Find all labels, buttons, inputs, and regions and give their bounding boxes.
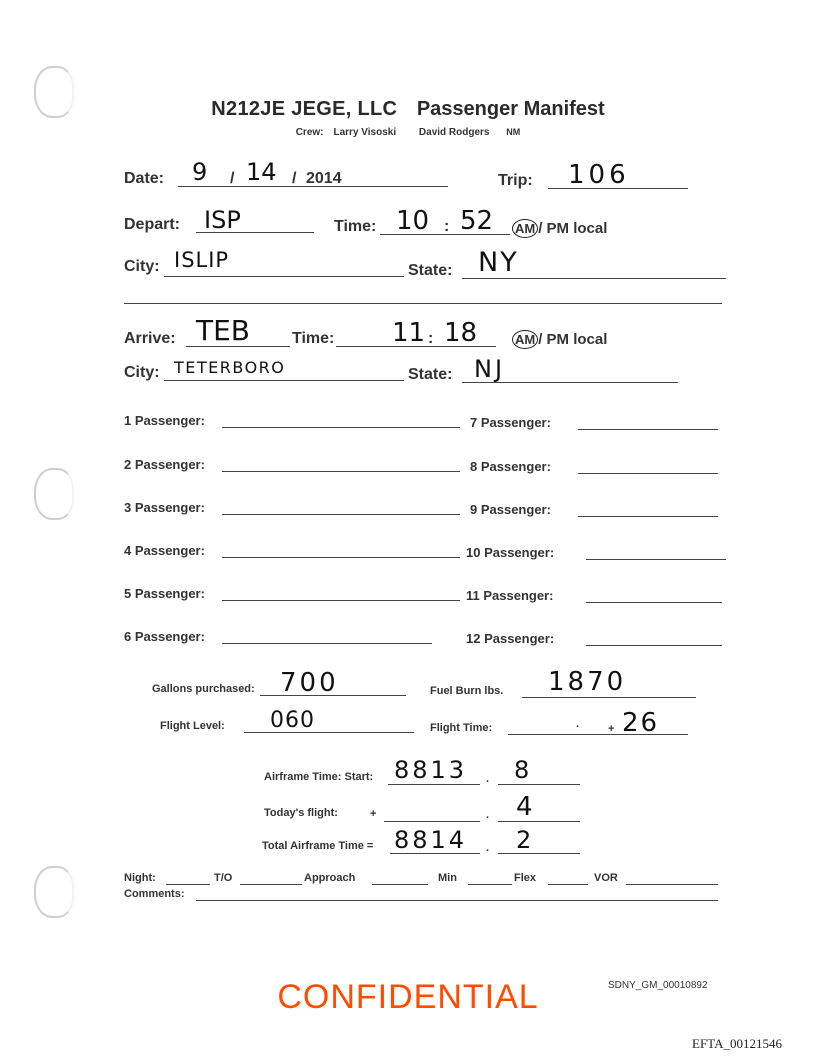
document-title: Passenger Manifest — [416, 98, 605, 120]
depart-label: Depart: — [124, 216, 181, 233]
confidential-stamp: CONFIDENTIAL — [277, 978, 539, 1016]
arrive-ampm — [512, 330, 607, 349]
section-divider — [124, 303, 722, 304]
to-field[interactable] — [240, 884, 302, 885]
total-airframe-label: Total Airframe Time = — [262, 840, 374, 852]
todays-flight-tenth[interactable]: 4 — [516, 792, 533, 822]
punch-hole-middle — [34, 468, 74, 520]
arrive-city-label: City: — [124, 364, 160, 381]
date-separator-2: / — [292, 170, 297, 187]
passenger-7-label: 7 Passenger: — [470, 415, 551, 430]
trip-value[interactable]: 106 — [568, 160, 630, 190]
comments-field[interactable] — [196, 900, 718, 901]
approach-field[interactable] — [372, 884, 428, 885]
passenger-4-label: 4 Passenger: — [124, 543, 205, 558]
depart-time-colon: : — [444, 218, 450, 235]
arrive-code[interactable]: TEB — [196, 314, 251, 347]
crew-line — [0, 127, 816, 138]
date-day[interactable]: 14 — [246, 158, 277, 186]
passenger-11-label: 11 Passenger: — [466, 588, 554, 603]
efta-number: EFTA_00121546 — [692, 1036, 782, 1051]
depart-code[interactable]: ISP — [204, 206, 241, 234]
airframe-start-tenth[interactable]: 8 — [514, 756, 530, 784]
flight-time-separator: . — [576, 718, 580, 730]
passenger-5-field[interactable] — [222, 600, 460, 601]
airframe-start-dot: . — [486, 773, 490, 785]
todays-flight-label: Today's flight: — [264, 807, 338, 819]
fuel-burn-value[interactable]: 1870 — [548, 667, 627, 697]
flight-level-value[interactable]: 060 — [270, 708, 315, 733]
arrive-minute[interactable]: 18 — [444, 318, 478, 348]
passenger-11-field[interactable] — [586, 602, 722, 603]
total-airframe-tenth[interactable]: 2 — [516, 826, 532, 854]
depart-city-label: City: — [124, 258, 160, 275]
page-title — [0, 98, 816, 121]
passenger-9-field[interactable] — [578, 516, 718, 517]
arrive-pm-local: / PM local — [538, 331, 608, 348]
total-airframe-whole[interactable]: 8814 — [394, 826, 468, 854]
passenger-5-label: 5 Passenger: — [124, 586, 205, 601]
passenger-8-label: 8 Passenger: — [470, 459, 551, 474]
min-field[interactable] — [468, 884, 512, 885]
passenger-2-label: 2 Passenger: — [124, 457, 205, 472]
crew-member-1: Larry Visoski — [333, 127, 397, 138]
bates-number: SDNY_GM_00010892 — [608, 980, 708, 991]
flight-time-label: Flight Time: — [430, 722, 493, 734]
passenger-12-label: 12 Passenger: — [466, 631, 555, 646]
passenger-10-label: 10 Passenger: — [466, 545, 555, 560]
arrive-state[interactable]: NJ — [474, 355, 506, 383]
arrive-time-label: Time: — [292, 330, 335, 347]
airframe-start-whole[interactable]: 8813 — [394, 756, 468, 784]
arrive-time-colon: : — [428, 330, 434, 347]
vor-field[interactable] — [626, 884, 718, 885]
date-month[interactable]: 9 — [192, 158, 208, 186]
comments-label: Comments: — [124, 888, 185, 900]
trip-label: Trip: — [498, 172, 533, 189]
passenger-10-field[interactable] — [586, 559, 726, 560]
date-separator-1: / — [230, 170, 235, 187]
passenger-12-field[interactable] — [586, 645, 722, 646]
night-label: Night: — [124, 872, 156, 884]
depart-state[interactable]: NY — [478, 247, 519, 278]
passenger-7-field[interactable] — [578, 429, 718, 430]
approach-label: Approach — [304, 872, 356, 884]
passenger-3-field[interactable] — [222, 514, 460, 515]
todays-flight-plus: + — [370, 808, 377, 820]
flight-time-plus: + — [608, 723, 615, 735]
arrive-city[interactable]: TETERBORO — [174, 358, 286, 377]
to-label: T/O — [214, 872, 233, 884]
flex-label: Flex — [514, 872, 537, 884]
passenger-3-label: 3 Passenger: — [124, 500, 205, 515]
flight-level-label: Flight Level: — [160, 720, 225, 732]
company-name: N212JE JEGE, LLC — [211, 98, 398, 120]
passenger-4-field[interactable] — [222, 557, 460, 558]
depart-time-label: Time: — [334, 218, 377, 235]
crew-label: Crew: — [295, 127, 324, 138]
gallons-value[interactable]: 700 — [280, 668, 339, 698]
punch-hole-bottom — [34, 866, 74, 918]
arrive-label: Arrive: — [124, 330, 176, 347]
date-year[interactable]: 2014 — [306, 170, 342, 187]
arrive-state-label: State: — [408, 366, 453, 383]
passenger-9-label: 9 Passenger: — [470, 502, 551, 517]
depart-state-label: State: — [408, 262, 453, 279]
min-label: Min — [438, 872, 457, 884]
arrive-hour[interactable]: 11 — [392, 318, 426, 348]
arrive-am-circled[interactable]: AM — [512, 330, 538, 349]
passenger-8-field[interactable] — [578, 473, 718, 474]
crew-member-3: NM — [506, 127, 521, 137]
airframe-start-label: Airframe Time: Start: — [264, 771, 374, 783]
flex-field[interactable] — [548, 884, 588, 885]
depart-am-circled[interactable]: AM — [512, 219, 538, 238]
todays-flight-dot: . — [486, 809, 490, 821]
depart-pm-local: / PM local — [538, 220, 608, 237]
total-airframe-dot: . — [486, 842, 490, 854]
flight-time-value[interactable]: 26 — [622, 708, 660, 738]
fuel-burn-label: Fuel Burn lbs. — [430, 685, 504, 697]
depart-city[interactable]: ISLIP — [174, 248, 230, 272]
depart-ampm — [512, 219, 607, 238]
crew-member-2: David Rodgers — [418, 127, 490, 138]
night-field[interactable] — [166, 884, 210, 885]
gallons-label: Gallons purchased: — [152, 683, 255, 695]
depart-minute[interactable]: 52 — [460, 206, 494, 236]
vor-label: VOR — [594, 872, 618, 884]
passenger-1-field[interactable] — [222, 427, 460, 428]
depart-hour[interactable]: 10 — [396, 206, 430, 236]
passenger-6-field[interactable] — [222, 643, 432, 644]
passenger-6-label: 6 Passenger: — [124, 629, 205, 644]
date-label: Date: — [124, 170, 165, 187]
passenger-2-field[interactable] — [222, 471, 460, 472]
passenger-1-label: 1 Passenger: — [124, 413, 205, 428]
